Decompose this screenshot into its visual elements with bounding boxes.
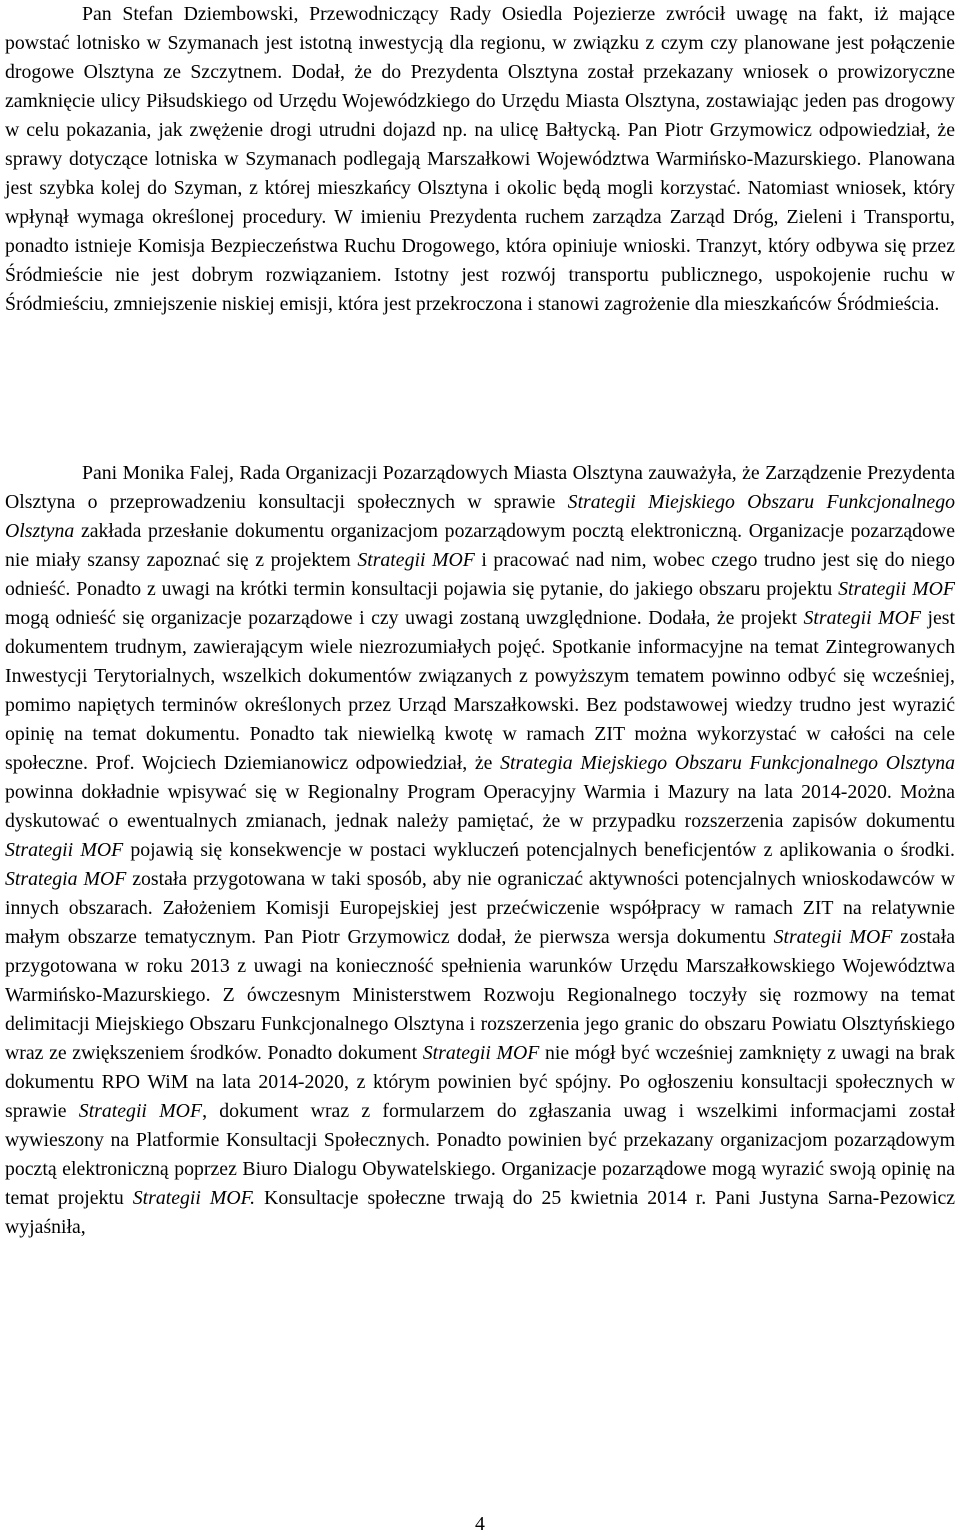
- paragraph-2: [5, 459, 955, 1242]
- italic-text-segment: Strategii MOF.: [132, 1187, 256, 1209]
- text-segment: Pan Stefan Dziembowski, Przewodniczący Rady Osiedla Pojezierze zwrócił uwagę na fakt, iż mające powstać lotnisko w Szymanach jest istotną inwestycją dla regionu, w związku z czym czy planowane jest połączenie drogowe Olsztyna ze Szczytnem. Dodał, że do Prezydenta Olsztyna został przekazany wniosek o prowizoryczne zamknięcie ulicy Piłsudskiego od Urzędu Wojewódzkiego do Urzędu Miasta Olsztyna, zostawiając jeden pas drogowy w celu pokazania, jak zwężenie drogi utrudni dojazd np. na ulicę Bałtycką. Pan Piotr Grzymowicz odpowiedział, że sprawy dotyczące lotniska w Szymanach podlegają Marszałkowi Województwa Warmińsko-Mazurskiego. Planowana jest szybka kolej do Szyman, z której mieszkańcy Olsztyna i okolic będą mogli korzystać. Natomiast wniosek, który wpłynął wymaga określonej procedury. W imieniu Prezydenta ruchem zarządza Zarząd Dróg, Zieleni i Transportu, ponadto istnieje Komisja Bezpieczeństwa Ruchu Drogowego, która opiniuje wnioski. Tranzyt, który odbywa się przez Śródmieście nie jest dobrym rozwiązaniem. Istotny jest rozwój transportu publicznego, uspokojenie ruchu w Śródmieściu, zmniejszenie niskiej emisji, która jest przekroczona i stanowi zagrożenie dla mieszkańców Śródmieścia.: [5, 3, 955, 315]
- italic-text-segment: Strategii MOF: [357, 549, 475, 571]
- text-segment: została przygotowana w taki sposób, aby nie ograniczać aktywności potencjalnych wnioskodawców w innych obszarach. Założeniem Komisji Europejskiej jest przećwiczenie współpracy w ramach ZIT na relatywnie małym obszarze tematycznym. Pan Piotr Grzymowicz dodał, że pierwsza wersja dokumentu: [5, 868, 955, 948]
- text-segment: , dokument wraz z formularzem do zgłaszania uwag i wszelkimi informacjami został wywieszony na Platformie Konsultacji Społecznych. Ponadto powinien być przekazany organizacjom pozarządowym pocztą elektroniczną poprzez Biuro Dialogu Obywatelskiego. Organizacje pozarządowe mogą wyrazić swoją opinię na temat projektu: [5, 1100, 955, 1209]
- italic-text-segment: Strategia MOF: [5, 868, 127, 890]
- page-number: 4: [475, 1513, 485, 1535]
- text-segment: zakłada przesłanie dokumentu organizacjom pozarządowym pocztą elektroniczną. Organizacje pozarządowe nie miały szansy zapoznać się z projektem: [5, 520, 955, 571]
- text-segment: powinna dokładnie wpisywać się w Regionalny Program Operacyjny Warmia i Mazury na lata 2014-2020. Można dyskutować o ewentualnych zmianach, jednak należy pamiętać, że w przypadku rozszerzenia zapisów dokumentu: [5, 781, 955, 832]
- italic-text-segment: Strategii MOF: [422, 1042, 540, 1064]
- text-segment: Pani Monika Falej, Rada Organizacji Pozarządowych Miasta Olsztyna zauważyła, że Zarządzenie Prezydenta Olsztyna o przeprowadzeniu konsultacji społecznych w sprawie: [5, 462, 955, 513]
- italic-text-segment: Strategii MOF: [78, 1100, 203, 1122]
- italic-text-segment: Strategii MOF: [803, 607, 921, 629]
- italic-text-segment: Strategii MOF: [773, 926, 893, 948]
- text-segment: Konsultacje społeczne trwają do 25 kwietnia 2014 r. Pani Justyna Sarna-Pezowicz wyjaśniła,: [5, 1187, 956, 1238]
- text-segment: jest dokumentem trudnym, zawierającym wiele niezrozumiałych pojęć. Spotkanie informacyjne na temat Zintegrowanych Inwestycji Terytorialnych, wszelkich dokumentów związanych z powyższym tematem powinno odbyć się wcześniej, pomimo napiętych terminów określonych przez Urząd Marszałkowski. Bez podstawowej wiedzy trudno jest wyrazić opinię na temat dokumentu. Ponadto tak niewielką kwotę w ramach ZIT można wykorzystać w całości na cele społeczne. Prof. Wojciech Dziemianowicz odpowiedział, że: [5, 607, 955, 774]
- paragraph-1: [5, 0, 955, 319]
- text-segment: została przygotowana w roku 2013 z uwagi na konieczność spełnienia warunków Urzędu Marszałkowskiego Województwa Warmińsko-Mazurskiego. Z ówczesnym Ministerstwem Rozwoju Regionalnego toczyły się rozmowy na temat delimitacji Miejskiego Obszaru Funkcjonalnego Olsztyna i rozszerzenia jego granic do obszaru Powiatu Olsztyńskiego wraz ze zwiększeniem środków. Ponadto dokument: [5, 926, 955, 1064]
- italic-text-segment: Strategii Miejskiego Obszaru Funkcjonalnego Olsztyna: [5, 491, 955, 542]
- italic-text-segment: Strategii MOF: [838, 578, 955, 600]
- italic-text-segment: Strategia Miejskiego Obszaru Funkcjonalnego Olsztyna: [500, 752, 955, 774]
- italic-text-segment: Strategii MOF: [5, 839, 124, 861]
- text-segment: pojawią się konsekwencje w postaci wykluczeń potencjalnych beneficjentów z aplikowania o środki.: [123, 839, 955, 861]
- text-segment: mogą odnieść się organizacje pozarządowe i czy uwagi zostaną uwzględnione. Dodała, że projekt: [5, 607, 804, 629]
- text-segment: nie mógł być wcześniej zamknięty z uwagi na brak dokumentu RPO WiM na lata 2014-2020, z którym powinien być spójny. Po ogłoszeniu konsultacji społecznych w sprawie: [5, 1042, 955, 1122]
- text-segment: i pracować nad nim, wobec czego trudno jest się do niego odnieść. Ponadto z uwagi na krótki termin konsultacji pojawia się pytanie, do jakiego obszaru projektu: [5, 549, 955, 600]
